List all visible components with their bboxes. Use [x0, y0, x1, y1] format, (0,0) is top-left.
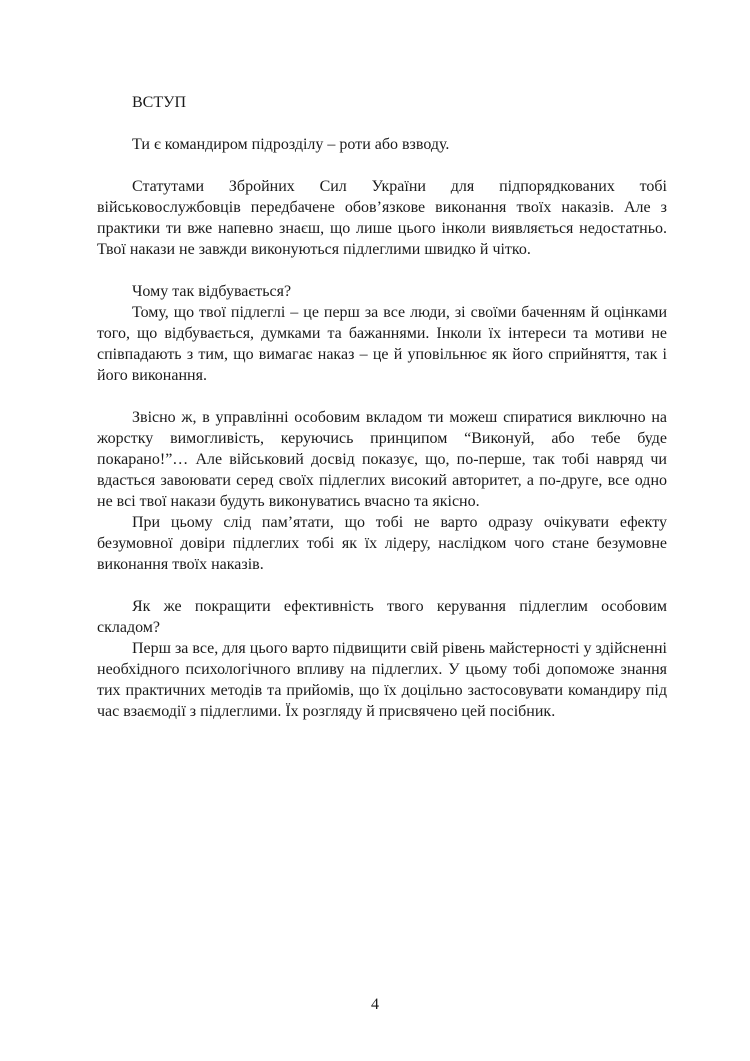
paragraph-trust: При цьому слід пам’ятати, що тобі не варто одразу очікувати ефекту безумовної довіри підлеглих тобі як їх лідеру, наслідком чого стане безумовне виконання твоїх наказів. [97, 514, 667, 573]
paragraph-answer: Тому, що твої підлеглі – це перш за все люди, зі своїми баченням й оцінками того, що відбувається, думками та бажаннями. Інколи їх інтереси та мотиви не співпадають з тим, що вимагає наказ – це й уповільнює як його сприйняття, так і його виконання. [97, 304, 667, 384]
paragraph-question: Чому так відбувається? [132, 283, 292, 300]
paragraph-statutes: Статутами Збройних Сил України для підпорядкованих тобі військовослужбовців передбачене обов’язкове виконання твоїх наказів. Але з практики ти вже напевно знаєш, що лише цього інколи виявляється недостатньо. Твої накази не завжди виконуються підлеглими швидко й чітко. [97, 178, 667, 258]
paragraph-discipline: Звісно ж, в управлінні особовим вкладом ти можеш спиратися виключно на жорстку вимогливість, керуючись принципом “Виконуй, або тебе буде покарано!”… Але військовий досвід показує, що, по-перше, так тобі навряд чи вдасться завоювати серед своїх підлеглих високий авторитет, а по-друге, все одно не всі твої накази будуть виконуватись вчасно та якісно. [97, 409, 667, 510]
paragraph-intro: Ти є командиром підрозділу – роти або взводу. [132, 136, 450, 153]
page-number: 4 [371, 996, 379, 1013]
paragraph-conclusion: Перш за все, для цього варто підвищити свій рівень майстерності у здійсненні необхідного психологічного впливу на підлеглих. У цьому тобі допоможе знання тих практичних методів та прийомів, що їх доцільно застосовувати командиру під час взаємодії з підлеглими. Їх розгляду й присвячено цей посібник. [97, 640, 667, 720]
document-body [97, 92, 667, 722]
section-heading: ВСТУП [132, 94, 186, 111]
paragraph-how-to-improve: Як же покращити ефективність твого керування підлеглим особовим складом? [97, 598, 667, 636]
